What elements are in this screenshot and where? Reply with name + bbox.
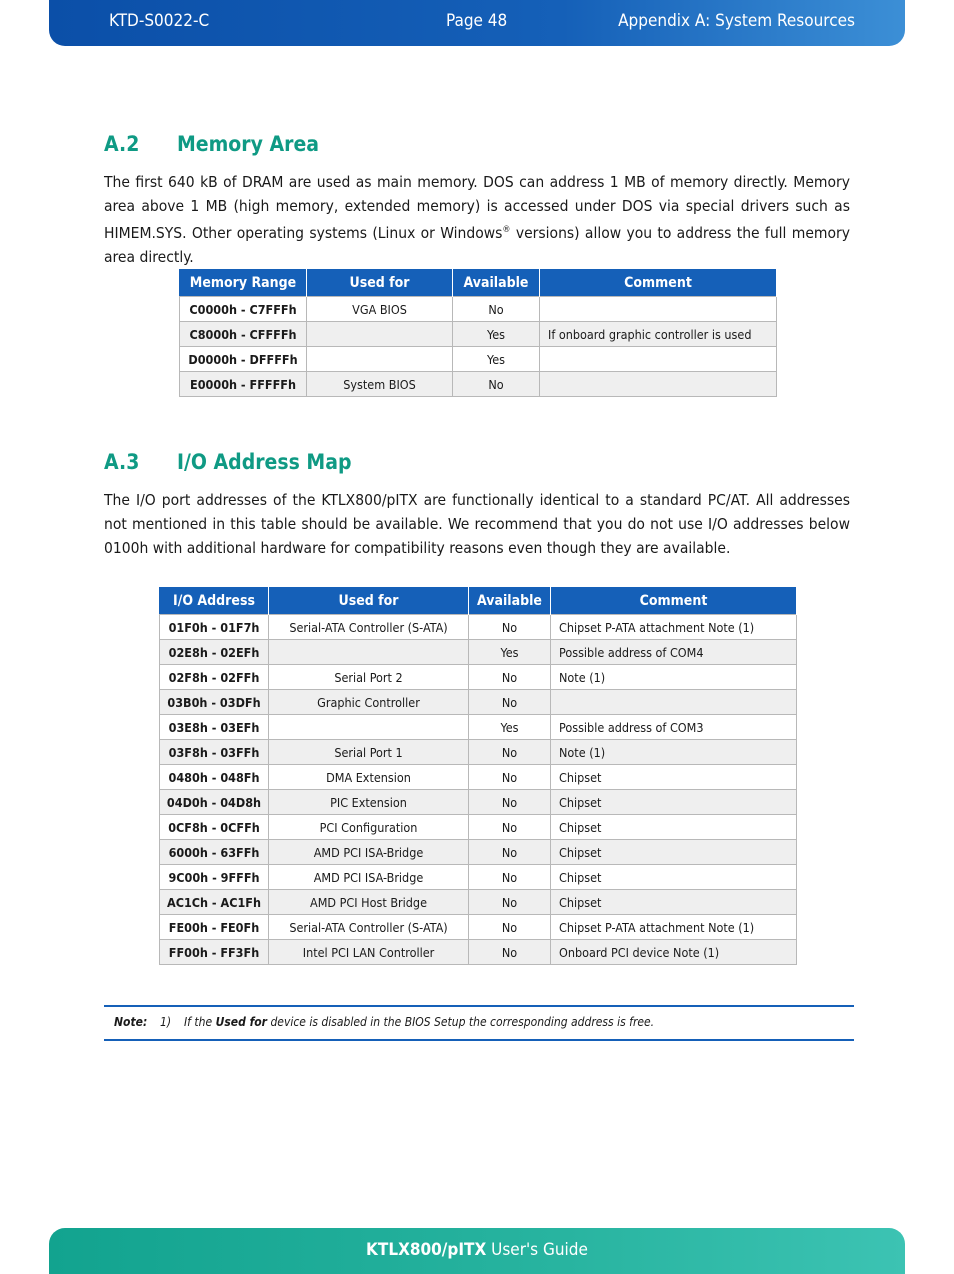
comment-cell: If onboard graphic controller is used: [540, 322, 777, 347]
address-cell: 9C00h - 9FFFh: [160, 865, 269, 890]
available-cell: No: [469, 665, 551, 690]
address-cell: D0000h - DFFFFh: [180, 347, 307, 372]
used-for-cell: PCI Configuration: [269, 815, 469, 840]
available-cell: No: [469, 940, 551, 965]
comment-header: Comment: [540, 270, 777, 297]
document-id: KTD-S0022-C: [109, 11, 210, 31]
address-cell: 6000h - 63FFh: [160, 840, 269, 865]
address-header: I/O Address: [160, 588, 269, 615]
available-cell: No: [469, 690, 551, 715]
used-for-cell: [307, 347, 453, 372]
table-row: [180, 322, 777, 347]
comment-cell: Possible address of COM4: [551, 640, 797, 665]
address-cell: 03E8h - 03EFh: [160, 715, 269, 740]
footer-suffix: User's Guide: [486, 1240, 588, 1260]
available-cell: Yes: [469, 715, 551, 740]
comment-cell: Note (1): [551, 665, 797, 690]
comment-cell: [540, 372, 777, 397]
address-header: Memory Range: [180, 270, 307, 297]
table-header-row: [160, 588, 797, 615]
io-address-paragraph: The I/O port addresses of the KTLX800/pITX are functionally identical to a standard PC/AT. All addresses not mentioned in this table should be available. We recommend that you do not use I/O addresses below 0100h with additional hardware for compatibility reasons even though they are available.: [104, 491, 850, 557]
footer-title: [49, 1240, 905, 1260]
available-cell: No: [469, 865, 551, 890]
used-for-cell: System BIOS: [307, 372, 453, 397]
available-cell: No: [469, 815, 551, 840]
table-row: [180, 297, 777, 322]
used-for-cell: Serial Port 1: [269, 740, 469, 765]
note-text-b: device is disabled in the BIOS Setup the corresponding address is free.: [267, 1015, 655, 1029]
used-for-cell: VGA BIOS: [307, 297, 453, 322]
address-cell: 02E8h - 02EFh: [160, 640, 269, 665]
page-header: [49, 0, 905, 46]
note-label: Note:: [114, 1015, 148, 1029]
table-row: [160, 765, 797, 790]
address-cell: 0480h - 048Fh: [160, 765, 269, 790]
address-cell: C0000h - C7FFFh: [180, 297, 307, 322]
used-for-cell: Serial Port 2: [269, 665, 469, 690]
available-cell: No: [469, 890, 551, 915]
available-cell: No: [469, 915, 551, 940]
available-cell: No: [453, 372, 540, 397]
paragraph-text-end: versions) allow you to address the full memory area directly.: [104, 224, 850, 267]
address-cell: 01F0h - 01F7h: [160, 615, 269, 640]
heading-a3-number: A.3: [104, 450, 140, 474]
comment-cell: [551, 690, 797, 715]
available-cell: No: [469, 790, 551, 815]
comment-cell: Chipset: [551, 765, 797, 790]
comment-cell: Chipset P-ATA attachment Note (1): [551, 615, 797, 640]
used-for-cell: Intel PCI LAN Controller: [269, 940, 469, 965]
used-for-cell: AMD PCI ISA-Bridge: [269, 865, 469, 890]
table-row: [160, 890, 797, 915]
table-header-row: [180, 270, 777, 297]
heading-a2-title: Memory Area: [177, 132, 320, 156]
note-text-a: If the: [184, 1015, 216, 1029]
comment-cell: Chipset: [551, 890, 797, 915]
memory-range-table: [179, 269, 777, 397]
table-row: [160, 865, 797, 890]
available-cell: No: [469, 615, 551, 640]
heading-a3: [104, 450, 352, 474]
available-cell: No: [469, 840, 551, 865]
comment-cell: Chipset: [551, 865, 797, 890]
comment-cell: Note (1): [551, 740, 797, 765]
address-cell: FF00h - FF3Fh: [160, 940, 269, 965]
used-for-cell: AMD PCI Host Bridge: [269, 890, 469, 915]
address-cell: 04D0h - 04D8h: [160, 790, 269, 815]
used-for-cell: DMA Extension: [269, 765, 469, 790]
table-row: [180, 347, 777, 372]
registered-mark: ®: [502, 225, 511, 235]
available-cell: No: [453, 297, 540, 322]
address-cell: 03B0h - 03DFh: [160, 690, 269, 715]
comment-header: Comment: [551, 588, 797, 615]
footer-product: KTLX800/pITX: [366, 1240, 487, 1260]
comment-cell: Chipset: [551, 815, 797, 840]
address-cell: 0CF8h - 0CFFh: [160, 815, 269, 840]
address-cell: FE00h - FE0Fh: [160, 915, 269, 940]
comment-cell: Possible address of COM3: [551, 715, 797, 740]
paragraph-text: The first 640 kB of DRAM are used as main memory. DOS can address 1 MB of memory directly. Memory area above 1 MB (high memory, extended memory) is accessed under DOS via special drivers such as HIMEM.SYS. Other operating systems (Linux or Windows: [104, 173, 850, 243]
table-row: [160, 690, 797, 715]
available-cell: No: [469, 765, 551, 790]
table-row: [160, 940, 797, 965]
available-cell: Yes: [453, 347, 540, 372]
table-row: [160, 715, 797, 740]
available-header: Available: [469, 588, 551, 615]
comment-cell: Chipset: [551, 840, 797, 865]
table-row: [160, 740, 797, 765]
available-cell: Yes: [453, 322, 540, 347]
heading-a2: [104, 132, 319, 156]
used-for-cell: Graphic Controller: [269, 690, 469, 715]
used-for-cell: Serial-ATA Controller (S-ATA): [269, 915, 469, 940]
used-for-cell: [307, 322, 453, 347]
address-cell: AC1Ch - AC1Fh: [160, 890, 269, 915]
table-row: [160, 615, 797, 640]
used-for-cell: [269, 715, 469, 740]
note-text: [184, 1015, 654, 1029]
comment-cell: [540, 347, 777, 372]
used-for-cell: PIC Extension: [269, 790, 469, 815]
comment-cell: [540, 297, 777, 322]
address-cell: 02F8h - 02FFh: [160, 665, 269, 690]
table-row: [160, 815, 797, 840]
table-row: [160, 915, 797, 940]
address-cell: E0000h - FFFFFh: [180, 372, 307, 397]
used-for-cell: [269, 640, 469, 665]
comment-cell: Onboard PCI device Note (1): [551, 940, 797, 965]
table-row: [160, 640, 797, 665]
comment-cell: Chipset: [551, 790, 797, 815]
page-footer: [49, 1228, 905, 1274]
heading-a2-number: A.2: [104, 132, 140, 156]
used-for-cell: AMD PCI ISA-Bridge: [269, 840, 469, 865]
address-cell: 03F8h - 03FFh: [160, 740, 269, 765]
comment-cell: Chipset P-ATA attachment Note (1): [551, 915, 797, 940]
used-for-header: Used for: [269, 588, 469, 615]
table-row: [160, 665, 797, 690]
used-for-cell: Serial-ATA Controller (S-ATA): [269, 615, 469, 640]
address-cell: C8000h - CFFFFh: [180, 322, 307, 347]
memory-area-paragraph: [104, 170, 850, 269]
available-header: Available: [453, 270, 540, 297]
used-for-header: Used for: [307, 270, 453, 297]
heading-a3-title: I/O Address Map: [177, 450, 352, 474]
io-address-table: [159, 587, 797, 965]
section-title: Appendix A: System Resources: [618, 11, 855, 31]
available-cell: No: [469, 740, 551, 765]
page-number: Page 48: [446, 11, 508, 31]
note-number: 1): [160, 1015, 172, 1029]
table-row: [160, 840, 797, 865]
table-note: [104, 1005, 854, 1041]
available-cell: Yes: [469, 640, 551, 665]
table-row: [160, 790, 797, 815]
note-text-bold: Used for: [215, 1015, 268, 1029]
table-row: [180, 372, 777, 397]
